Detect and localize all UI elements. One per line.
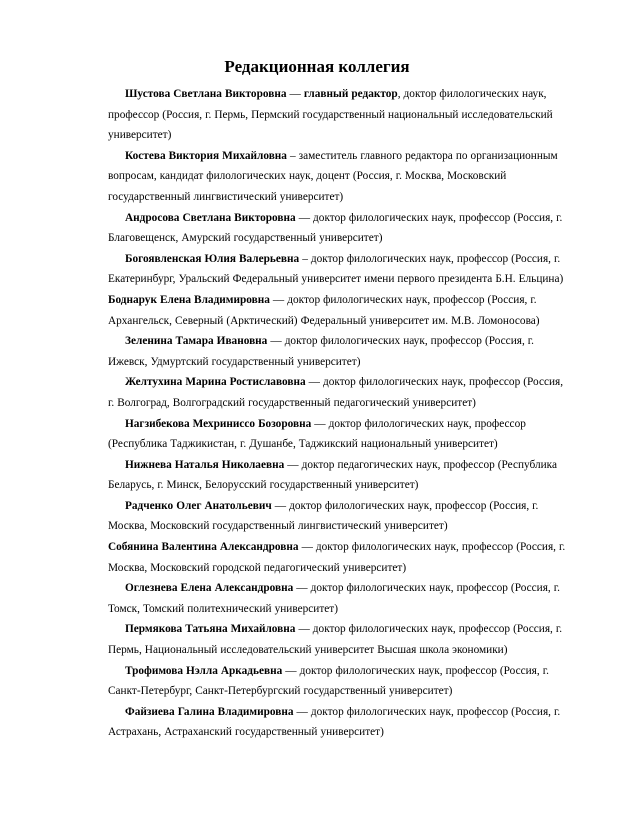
member-separator: — xyxy=(298,541,316,554)
board-member-entry xyxy=(108,372,568,413)
member-separator: – xyxy=(299,252,311,265)
member-details: доктор филологических наук, профессор (Россия, г. Екатеринбург, Уральский Федеральный университет имени первого президента Б.Н. Ельцина) xyxy=(108,252,564,286)
board-member-entry xyxy=(108,661,568,702)
member-role: главный редактор xyxy=(303,88,398,100)
board-member-entry xyxy=(108,537,568,578)
member-name: Желтухина Марина Ростиславовна xyxy=(125,376,306,389)
editorial-board-list xyxy=(108,84,568,743)
member-name: Шустова Светлана Викторовна xyxy=(125,88,287,100)
member-name: Трофимова Нэлла Аркадьевна xyxy=(125,664,283,677)
member-separator: — xyxy=(267,335,285,348)
member-name: Костева Виктория Михайловна xyxy=(125,149,287,162)
member-separator: — xyxy=(311,417,329,430)
page-title: Редакционная коллегия xyxy=(224,57,410,76)
member-details: заместитель главного редактора по организационным вопросам, кандидат филологических наук, доцент (Россия, г. Москва, Московский государственный лингвистический университет) xyxy=(108,149,558,203)
member-separator: – xyxy=(286,149,299,162)
member-name: Оглезнева Елена Александровна xyxy=(125,582,294,595)
board-member-entry xyxy=(108,496,568,537)
member-name: Богоявленская Юлия Валерьевна xyxy=(125,252,300,265)
board-member-entry xyxy=(108,702,568,743)
board-member-entry xyxy=(108,578,568,619)
member-details: доктор филологических наук, профессор (Россия, г. Ижевск, Удмуртский государственный университет) xyxy=(108,335,534,368)
member-details: доктор филологических наук, профессор (Россия, г. Волгоград, Волгоградский государственный педагогический университет) xyxy=(108,376,564,409)
member-name: Собянина Валентина Александровна xyxy=(108,541,299,554)
member-name: Нагзибекова Мехриниссо Бозоровна xyxy=(125,417,312,430)
member-details: доктор филологических наук, профессор (Республика Таджикистан, г. Душанбе, Таджикский национальный университет) xyxy=(108,417,526,451)
board-member-entry xyxy=(108,455,568,496)
member-details: доктор филологических наук, профессор (Россия, г. Москва, Московский городской педагогический университет) xyxy=(108,541,566,574)
member-details: доктор филологических наук, профессор (Россия, г. Москва, Московский государственный лингвистический университет) xyxy=(108,499,539,533)
member-name: Андросова Светлана Викторовна xyxy=(125,211,296,224)
member-details: доктор педагогических наук, профессор (Республика Беларусь, г. Минск, Белорусский государственный университет) xyxy=(108,458,557,492)
member-details: доктор филологических наук, профессор (Россия, г. Томск, Томский политехнический университет) xyxy=(108,582,560,615)
member-details: доктор филологических наук, профессор (Россия, г. Санкт-Петербург, Санкт-Петербургский государственный университет) xyxy=(108,664,549,698)
member-separator: — xyxy=(286,88,304,100)
member-separator: — xyxy=(282,664,300,677)
member-name: Боднарук Елена Владимировна xyxy=(108,293,270,306)
member-name: Файзиева Галина Владимировна xyxy=(125,705,294,718)
member-name: Зеленина Тамара Ивановна xyxy=(125,335,268,348)
board-member-entry xyxy=(108,146,568,208)
member-name: Нижнева Наталья Николаевна xyxy=(125,458,285,471)
board-member-entry xyxy=(108,414,568,455)
board-member-entry xyxy=(108,290,568,331)
board-member-entry xyxy=(108,619,568,660)
member-details: доктор филологических наук, профессор (Россия, г. Астрахань, Астраханский государственный университет) xyxy=(108,705,561,739)
member-details: доктор филологических наук, профессор (Россия, г. Пермь, Национальный исследовательский университет Высшая школа экономики) xyxy=(108,623,563,657)
member-separator: — xyxy=(305,376,323,389)
board-member-entry xyxy=(108,84,568,146)
board-member-entry xyxy=(108,208,568,249)
member-separator: — xyxy=(284,458,302,471)
member-separator: — xyxy=(271,499,290,512)
member-details: , доктор филологических наук, профессор (Россия, г. Пермь, Пермский государственный национальный исследовательский университет) xyxy=(108,88,553,142)
member-separator: — xyxy=(293,705,311,718)
member-separator: — xyxy=(295,211,314,224)
member-separator: — xyxy=(295,623,313,636)
member-separator: — xyxy=(293,582,311,595)
board-member-entry xyxy=(108,249,568,290)
member-details: доктор филологических наук, профессор (Россия, г. Благовещенск, Амурский государственный университет) xyxy=(108,211,563,245)
member-name: Пермякова Татьяна Михайловна xyxy=(125,623,296,636)
board-member-entry xyxy=(108,331,568,372)
member-separator: — xyxy=(269,293,288,306)
member-name: Радченко Олег Анатольевич xyxy=(125,499,272,512)
member-details: доктор филологических наук, профессор (Россия, г. Архангельск, Северный (Арктический) Федеральный университет им. М.В. Ломоносова) xyxy=(108,293,540,327)
